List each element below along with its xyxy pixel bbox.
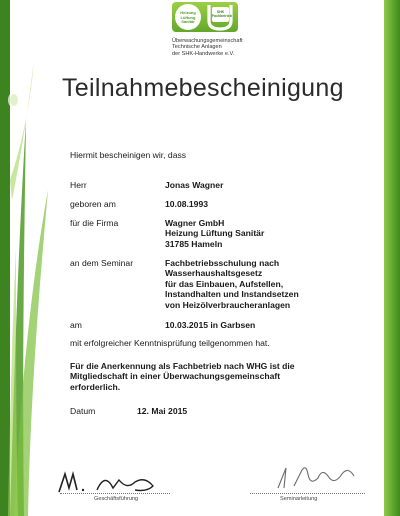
salutation-label: Herr bbox=[70, 180, 87, 190]
notice-line-3: erforderlich. bbox=[70, 381, 121, 392]
intro-text: Hiermit bescheinigen wir, dass bbox=[70, 150, 187, 160]
participant-name: Jonas Wagner bbox=[165, 180, 224, 190]
notice-block bbox=[70, 361, 295, 392]
birthdate: 10.08.1993 bbox=[165, 199, 209, 209]
organization-logo bbox=[172, 2, 238, 32]
signature-caption-right: Seminarleitung bbox=[280, 496, 318, 502]
org-line-1: Überwachungsgemeinschaft bbox=[172, 38, 243, 44]
certificate-title: Teilnahmebescheinigung bbox=[62, 74, 344, 102]
seminar-line-4: Instandhalten und Instandsetzen bbox=[165, 289, 299, 300]
date-label: am bbox=[70, 320, 82, 330]
notice-line-2: Mitgliedschaft in einer Überwachungsgemeinschaft bbox=[70, 371, 281, 382]
company-block bbox=[165, 218, 264, 249]
issue-date-label: Datum bbox=[70, 406, 96, 416]
seminar-line-3: für das Einbauen, Aufstellen, bbox=[165, 278, 284, 289]
org-line-2: Technische Anlagen bbox=[172, 44, 222, 51]
signature-line-left bbox=[60, 493, 170, 494]
org-line-3: der SHK-Handwerke e.V. bbox=[172, 50, 235, 57]
logo-seal-line-2: Fachbetrieb bbox=[212, 14, 232, 18]
seminar-date-place: 10.03.2015 in Garbsen bbox=[165, 320, 256, 330]
seminar-label: an dem Seminar bbox=[70, 258, 134, 268]
grass-leaf-decoration bbox=[0, 0, 60, 516]
logo-circle bbox=[175, 4, 201, 30]
logo-seal bbox=[212, 7, 232, 22]
company-label: für die Firma bbox=[70, 218, 119, 228]
right-green-stripe bbox=[384, 0, 400, 516]
issue-date: 12. Mai 2015 bbox=[137, 406, 188, 416]
logo-circle-line-3: Sanitär bbox=[181, 19, 195, 24]
company-trade: Heizung Lüftung Sanitär bbox=[165, 228, 265, 239]
signature-caption-left: Geschäftsführung bbox=[94, 496, 139, 502]
logo-seal-line-1: SHK bbox=[216, 10, 225, 14]
seminar-line-5: von Heizölverbraucheranlagen bbox=[165, 299, 291, 310]
seminar-line-2: Wasserhaushaltsgesetz bbox=[165, 268, 263, 279]
born-label: geboren am bbox=[70, 199, 116, 209]
seminar-line-1: Fachbetriebsschulung nach bbox=[165, 258, 280, 268]
logo-circle-line-1: Heizung bbox=[180, 10, 196, 15]
logo-circle-line-2: Lüftung bbox=[180, 14, 196, 20]
signature-right-icon bbox=[272, 460, 362, 494]
notice-line-1: Für die Anerkennung als Fachbetrieb nach WHG ist die bbox=[70, 361, 295, 371]
exam-text: mit erfolgreicher Kenntnisprüfung teilgenommen hat. bbox=[70, 338, 270, 348]
signature-line-right bbox=[250, 493, 365, 494]
company-address: 31785 Hameln bbox=[165, 238, 223, 249]
company-name: Wagner GmbH bbox=[165, 218, 225, 228]
organization-name bbox=[172, 38, 243, 57]
seminar-block bbox=[165, 258, 299, 310]
